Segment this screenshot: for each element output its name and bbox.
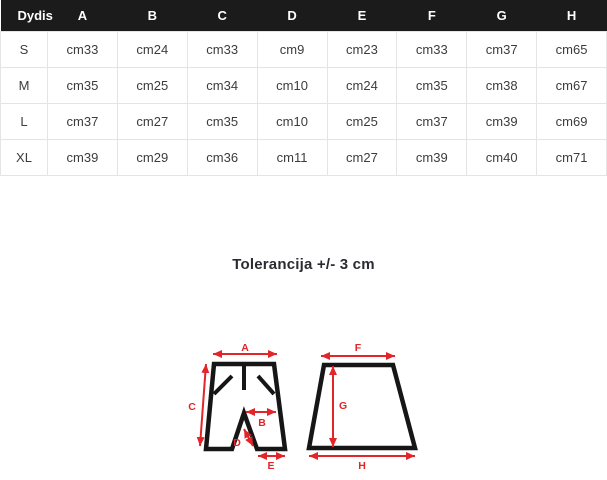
- value-cell: cm34: [187, 67, 257, 103]
- table-row: [1, 103, 607, 139]
- value-cell: cm65: [537, 31, 607, 67]
- column-header-h: H: [537, 0, 607, 31]
- value-cell: cm35: [397, 67, 467, 103]
- size-cell: S: [1, 31, 48, 67]
- table-header-row: [1, 0, 607, 31]
- value-cell: cm11: [257, 139, 327, 175]
- shorts-left-pocket-line: [214, 376, 232, 394]
- value-cell: cm39: [48, 139, 118, 175]
- shorts-front-diagram: [188, 342, 285, 472]
- value-cell: cm33: [397, 31, 467, 67]
- column-header-dydis: Dydis: [1, 0, 48, 31]
- value-cell: cm69: [537, 103, 607, 139]
- value-cell: cm39: [467, 103, 537, 139]
- table-row: [1, 31, 607, 67]
- value-cell: cm36: [187, 139, 257, 175]
- tolerance-note: Tolerancija +/- 3 cm: [232, 255, 375, 273]
- column-header-e: E: [327, 0, 397, 31]
- column-header-c: C: [187, 0, 257, 31]
- value-cell: cm33: [48, 31, 118, 67]
- size-table: [0, 0, 607, 176]
- column-header-b: B: [117, 0, 187, 31]
- value-cell: cm71: [537, 139, 607, 175]
- value-cell: cm37: [467, 31, 537, 67]
- value-cell: cm25: [327, 103, 397, 139]
- measure-label-g: G: [339, 399, 348, 412]
- measurement-diagram: [186, 339, 421, 480]
- value-cell: cm24: [327, 67, 397, 103]
- measure-arrow-c: [200, 364, 206, 446]
- value-cell: cm37: [48, 103, 118, 139]
- measure-label-f: F: [354, 341, 362, 354]
- measure-label-a: A: [241, 341, 249, 354]
- value-cell: cm24: [117, 31, 187, 67]
- measure-label-c: C: [188, 400, 196, 413]
- value-cell: cm35: [187, 103, 257, 139]
- table-row: [1, 139, 607, 175]
- leg-panel-outline: [309, 365, 415, 448]
- measure-label-e: E: [267, 459, 275, 472]
- value-cell: cm37: [397, 103, 467, 139]
- value-cell: cm40: [467, 139, 537, 175]
- value-cell: cm35: [48, 67, 118, 103]
- size-cell: M: [1, 67, 48, 103]
- value-cell: cm33: [187, 31, 257, 67]
- size-cell: XL: [1, 139, 48, 175]
- value-cell: cm67: [537, 67, 607, 103]
- value-cell: cm9: [257, 31, 327, 67]
- value-cell: cm25: [117, 67, 187, 103]
- leg-panel-diagram: [309, 342, 415, 472]
- size-cell: L: [1, 103, 48, 139]
- value-cell: cm27: [327, 139, 397, 175]
- column-header-a: A: [48, 0, 118, 31]
- measure-label-b: B: [258, 416, 266, 429]
- value-cell: cm27: [117, 103, 187, 139]
- measure-label-d: D: [233, 436, 241, 449]
- value-cell: cm39: [397, 139, 467, 175]
- shorts-right-pocket-line: [258, 376, 274, 394]
- column-header-g: G: [467, 0, 537, 31]
- value-cell: cm10: [257, 67, 327, 103]
- value-cell: cm10: [257, 103, 327, 139]
- column-header-f: F: [397, 0, 467, 31]
- value-cell: cm38: [467, 67, 537, 103]
- value-cell: cm23: [327, 31, 397, 67]
- column-header-d: D: [257, 0, 327, 31]
- value-cell: cm29: [117, 139, 187, 175]
- measure-label-h: H: [358, 459, 366, 472]
- table-row: [1, 67, 607, 103]
